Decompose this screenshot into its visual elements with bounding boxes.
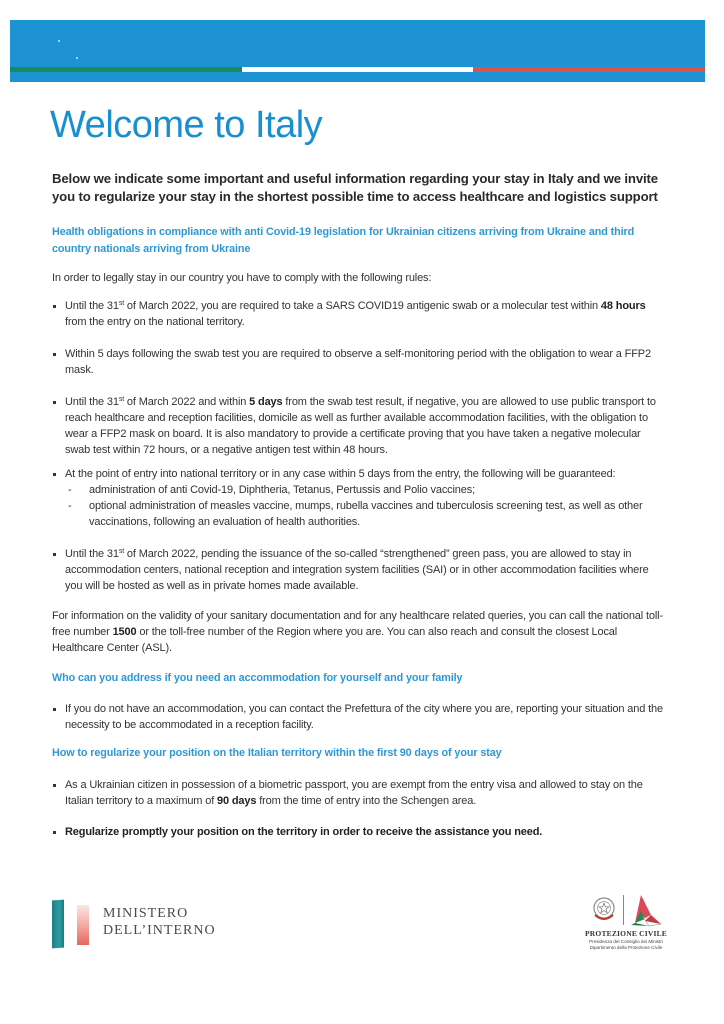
list-item xyxy=(52,546,664,594)
accommodation-list xyxy=(52,701,664,733)
text: of March 2022, pending the issuance of the so-called “strengthened” green pass, you are allowed to stay in accommodation centers, national reception and integration system facilities (SAI) or in other accommodation facilities where you will be hosted as well as in private homes made available. xyxy=(65,548,649,592)
list-item xyxy=(52,824,664,840)
toll-free-number: 1500 xyxy=(112,626,137,638)
healthcare-info-text xyxy=(52,608,667,656)
text: from the time of entry into the Schengen area. xyxy=(256,795,477,807)
list-item xyxy=(52,394,664,458)
ordinal-suffix: st xyxy=(118,300,125,307)
protezione-civile-subtitle-1: Presidenza del Consiglio dei Ministri xyxy=(589,939,663,944)
list-item: Within 5 days following the swab test you are required to observe a self-monitoring period with the obligation to wear a FFP2 mask. xyxy=(52,346,664,378)
emphasis: 48 hours xyxy=(600,300,646,312)
ministero-line2: DELL’INTERNO xyxy=(103,923,216,938)
section-heading-regularize: How to regularize your position on the Italian territory within the first 90 days of your stay xyxy=(52,747,502,759)
text: of March 2022 and within xyxy=(124,396,250,408)
section-heading-accommodation: Who can you address if you need an accommodation for yourself and your family xyxy=(52,672,463,684)
list-item xyxy=(52,298,664,330)
header-banner xyxy=(10,20,705,82)
emphasis: 5 days xyxy=(249,396,283,408)
text: of March 2022, you are required to take a SARS COVID19 antigenic swab or a molecular test within xyxy=(124,300,601,312)
text: Until the 31 xyxy=(65,396,119,408)
ministero-line1: MINISTERO xyxy=(103,906,189,921)
protezione-civile-logo xyxy=(584,893,668,955)
text: or the toll-free number of the Region where you are. You can also reach and consult the closest Local Healthcare Center (ASL). xyxy=(52,626,618,654)
sub-list-item: - optional administration of measles vaccine, mumps, rubella vaccines and tuberculosis screening test, as well as other vaccinations, following an evaluation of health authorities. xyxy=(65,498,664,530)
italian-flag-stripe xyxy=(10,67,705,72)
logo-teal-panel xyxy=(52,900,64,949)
health-rules-list xyxy=(52,346,664,378)
vaccines-sublist xyxy=(65,482,664,530)
regularize-list xyxy=(52,777,664,809)
health-lead-text: In order to legally stay in our country you have to comply with the following rules: xyxy=(52,272,432,284)
banner-speck xyxy=(58,40,60,42)
logo-divider xyxy=(623,895,624,925)
text: from the entry on the national territory. xyxy=(65,316,245,328)
sub-list-item: - administration of anti Covid-19, Diphtheria, Tetanus, Pertussis and Polio vaccines; xyxy=(65,482,664,498)
regularize-list xyxy=(52,824,664,840)
health-rules-list xyxy=(52,546,664,594)
page-title: Welcome to Italy xyxy=(50,104,323,146)
protezione-civile-subtitle-2: Dipartimento della Protezione Civile xyxy=(589,945,663,950)
health-rules-list xyxy=(52,466,664,530)
ordinal-suffix: st xyxy=(118,396,125,403)
ordinal-suffix: st xyxy=(118,548,125,555)
flag-white-segment xyxy=(242,67,474,72)
list-item xyxy=(52,777,664,809)
emphasis: Regularize promptly your position on the territory in order to receive the assistance you need. xyxy=(65,826,543,838)
text: Until the 31 xyxy=(65,548,119,560)
ministero-interno-logo xyxy=(50,896,240,952)
list-item: If you do not have an accommodation, you can contact the Prefettura of the city where you are, reporting your situation and the necessity to be accommodated in a reception facility. xyxy=(52,701,664,733)
health-rules-list xyxy=(52,394,664,458)
protezione-civile-delta-icon xyxy=(627,893,663,927)
text: Until the 31 xyxy=(65,300,119,312)
logo-red-panel xyxy=(77,905,89,945)
health-rules-list xyxy=(52,298,664,330)
text: For information on the validity of your sanitary documentation and for any healthcare related queries, you can call the national toll-free number xyxy=(52,610,663,638)
ministero-wordmark xyxy=(103,905,216,939)
banner-speck xyxy=(76,57,78,59)
emphasis: 90 days xyxy=(217,795,257,807)
section-heading-health: Health obligations in compliance with anti Covid-19 legislation for Ukrainian citizens arriving from Ukraine and third country nationals arriving from Ukraine xyxy=(52,226,635,255)
list-item xyxy=(52,466,664,530)
text: At the point of entry into national territory or in any case within 5 days from the entry, the following will be guaranteed: xyxy=(65,468,616,480)
italian-republic-emblem-icon xyxy=(589,895,619,925)
text: As a Ukrainian citizen in possession of a biometric passport, you are exempt from the entry visa and allowed to stay on the Italian territory to a maximum of xyxy=(65,779,643,807)
flag-red-segment xyxy=(473,67,705,72)
text: from the swab test result, if negative, you are allowed to use public transport to reach healthcare and reception facilities, domicile as well as further available accommodation facilities, with the obligation to wear a FFP2 mask on board. It is also mandatory to provide a certificate proving that you have taken a negative molecular swab test within 72 hours, or a negative antigen test within 48 hours. xyxy=(65,396,656,456)
protezione-civile-name: PROTEZIONE CIVILE xyxy=(585,929,667,938)
flag-green-segment xyxy=(10,67,242,72)
intro-text: Below we indicate some important and useful information regarding your stay in Italy and we invite you to regularize your stay in the shortest possible time to access healthcare and logistics support xyxy=(52,171,658,204)
